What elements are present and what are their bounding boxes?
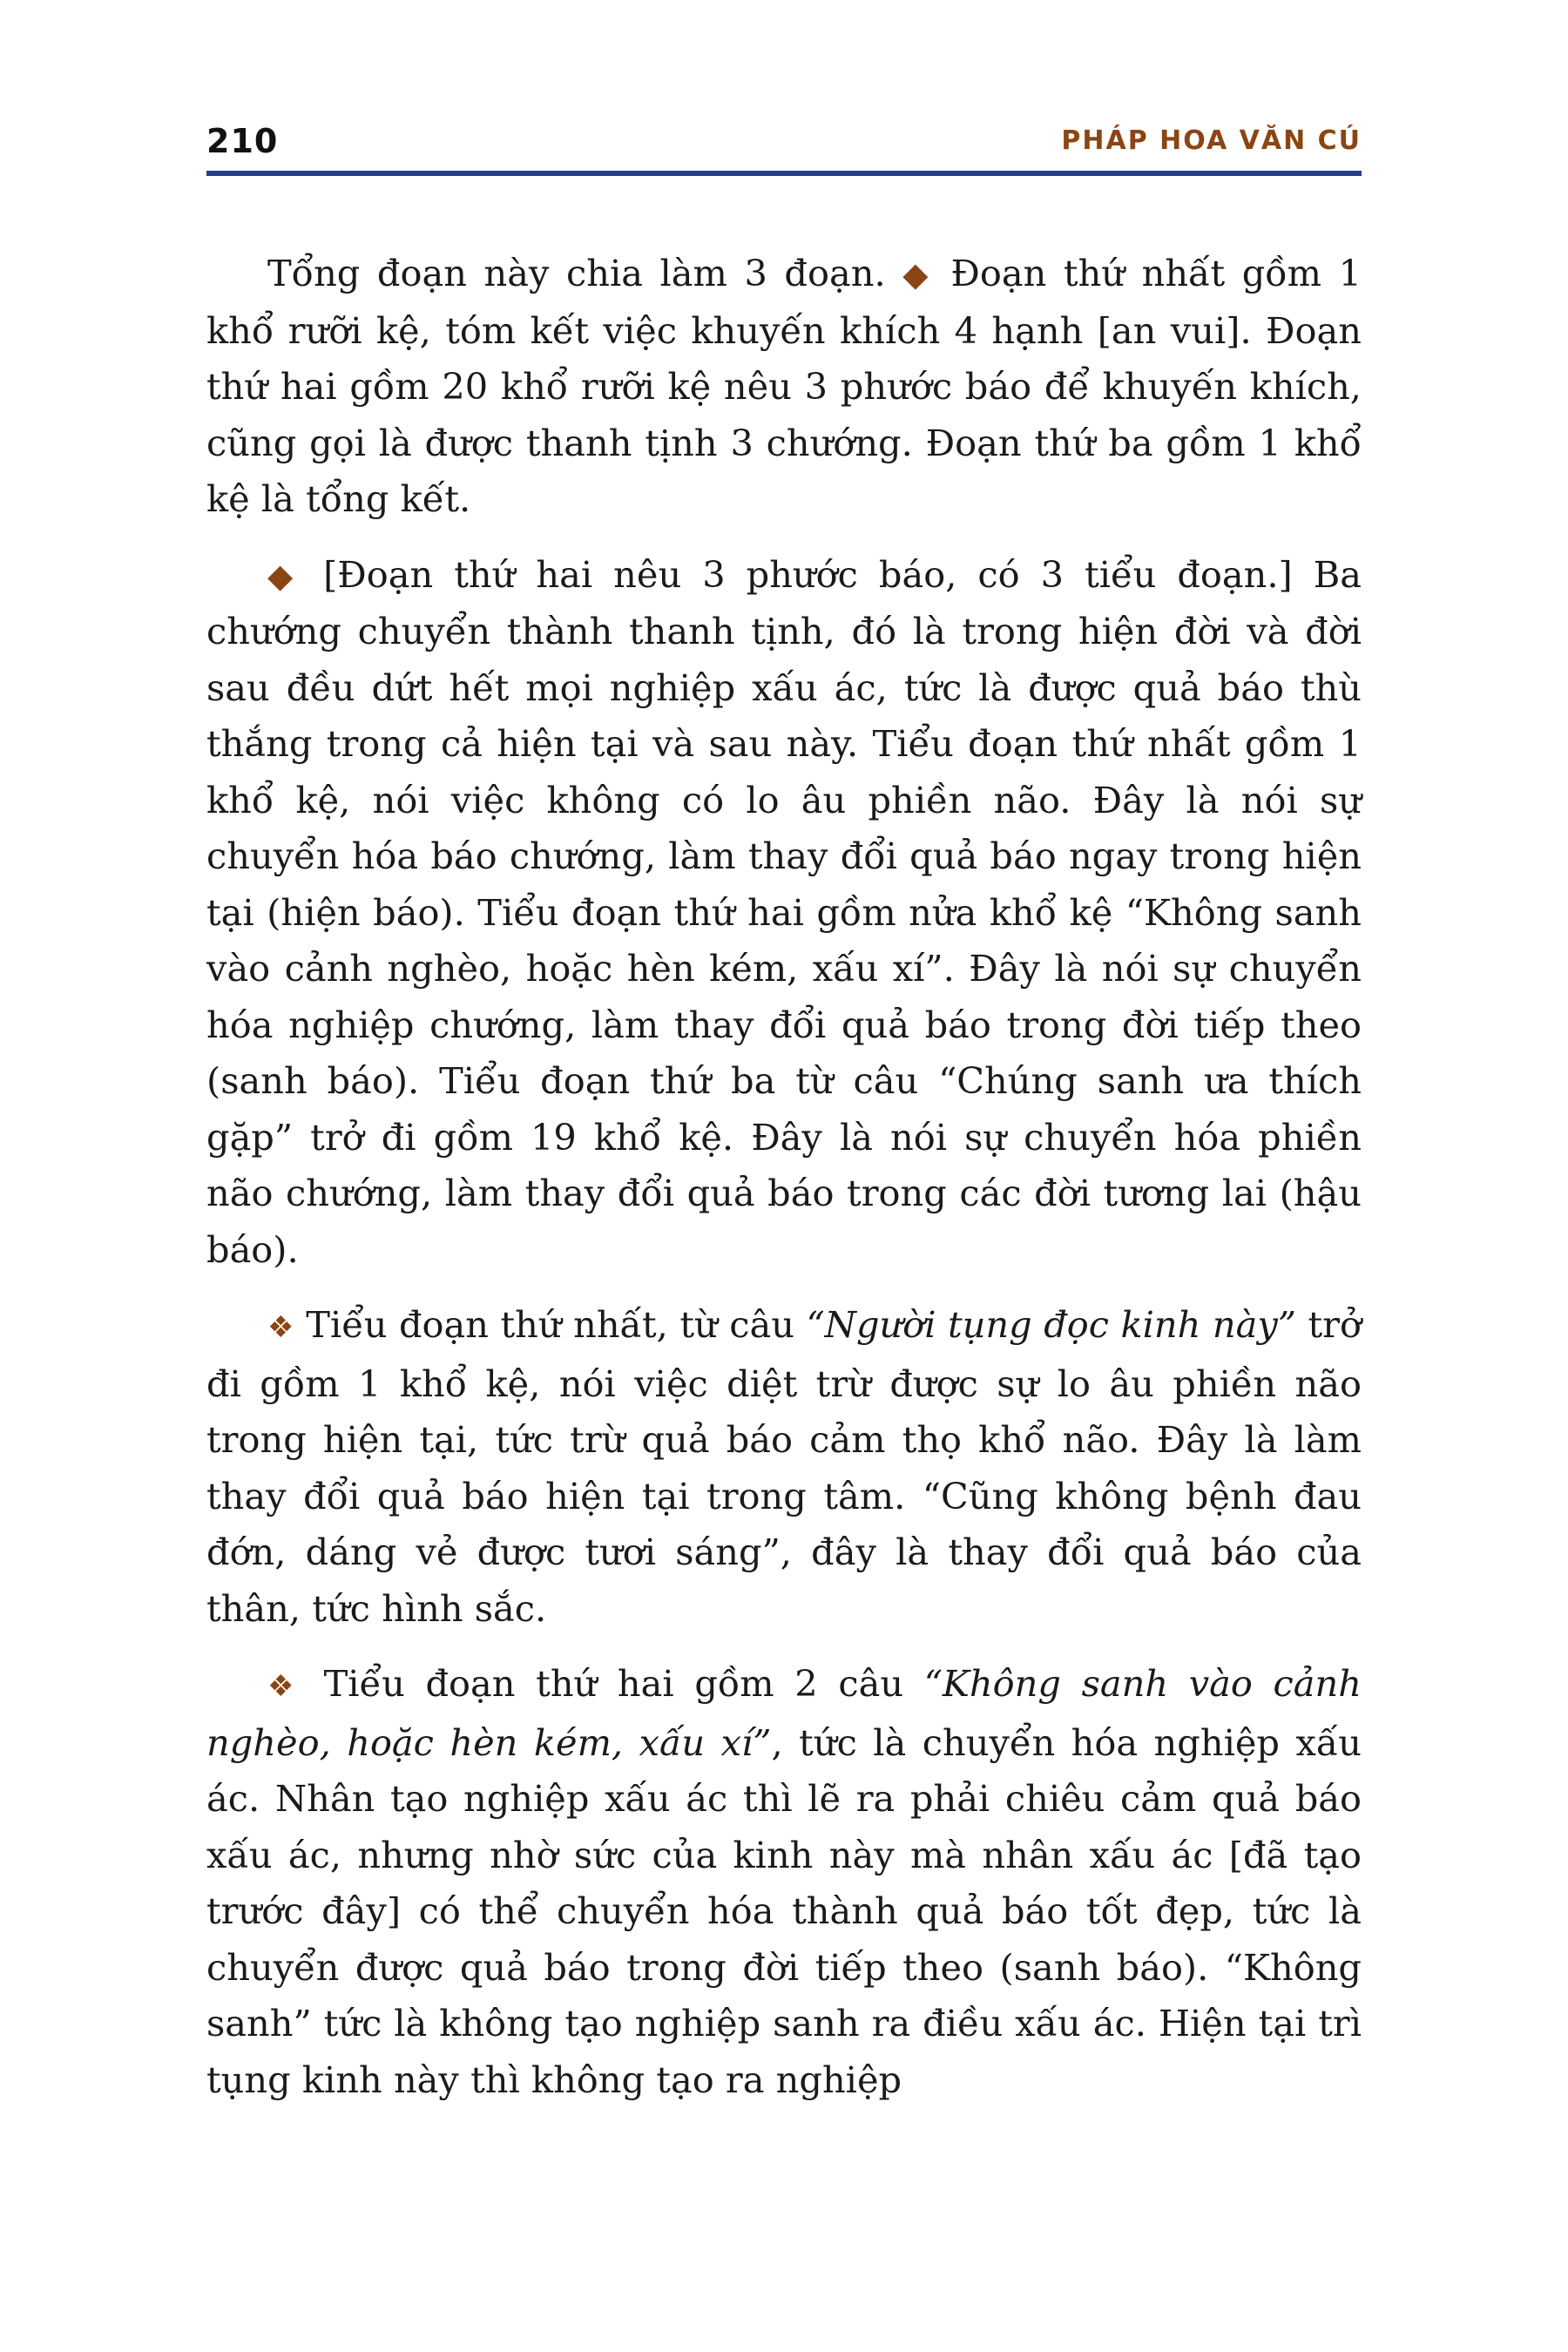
paragraph-1-text-b: Đoạn thứ nhất gồm 1 khổ rưỡi kệ, tóm kết việc khuyến khích 4 hạnh [an vui]. Đoạn thứ hai gồm 20 khổ rưỡi kệ nêu 3 phước báo để khuyến khích, cũng gọi là được thanh tịnh 3 chướng. Đoạn thứ ba gồm 1 khổ kệ là tổng kết. bbox=[206, 252, 1362, 520]
paragraph-4 bbox=[206, 1656, 1362, 2108]
diamond-icon: ◆ bbox=[267, 556, 303, 595]
header-rule bbox=[206, 171, 1362, 176]
diamond-icon: ◆ bbox=[902, 255, 934, 294]
page-header bbox=[206, 122, 1362, 166]
paragraph-1-text-a: Tổng đoạn này chia làm 3 đoạn. bbox=[267, 252, 903, 294]
paragraph-1 bbox=[206, 246, 1362, 528]
paragraph-3-quote: “Người tụng đọc kinh này” bbox=[806, 1303, 1296, 1346]
paragraph-2 bbox=[206, 547, 1362, 1279]
running-title: PHÁP HOA VĂN CÚ bbox=[1061, 125, 1362, 156]
body-text bbox=[206, 246, 1362, 2127]
paragraph-4-text-b: , tức là chuyển hóa nghiệp xấu ác. Nhân tạo nghiệp xấu ác thì lẽ ra phải chiêu cảm quả báo xấu ác, nhưng nhờ sức của kinh này mà nhân xấu ác [đã tạo trước đây] có thể chuyển hóa thành quả báo tốt đẹp, tức là chuyển được quả báo trong đời tiếp theo (sanh báo). “Không sanh” tức là không tạo nghiệp sanh ra điều xấu ác. Hiện tại trì tụng kinh này thì không tạo ra nghiệp bbox=[206, 1720, 1362, 2101]
paragraph-3-text-a: Tiểu đoạn thứ nhất, từ câu bbox=[294, 1303, 807, 1346]
paragraph-4-quote: “Không sanh vào cảnh nghèo, hoặc hèn kém, xấu xí” bbox=[206, 1662, 1362, 1764]
four-diamond-icon: ❖ bbox=[267, 1310, 294, 1345]
four-diamond-icon: ❖ bbox=[267, 1669, 303, 1704]
paragraph-2-text: [Đoạn thứ hai nêu 3 phước báo, có 3 tiểu đoạn.] Ba chướng chuyển thành thanh tịnh, đó là trong hiện đời và đời sau đều dứt hết mọi nghiệp xấu ác, tức là được quả báo thù thắng trong cả hiện tại và sau này. Tiểu đoạn thứ nhất gồm 1 khổ kệ, nói việc không có lo âu phiền não. Đây là nói sự chuyển hóa báo chướng, làm thay đổi quả báo ngay trong hiện tại (hiện báo). Tiểu đoạn thứ hai gồm nửa khổ kệ “Không sanh vào cảnh nghèo, hoặc hèn kém, xấu xí”. Đây là nói sự chuyển hóa nghiệp chướng, làm thay đổi quả báo trong đời tiếp theo (sanh báo). Tiểu đoạn thứ ba từ câu “Chúng sanh ưa thích gặp” trở đi gồm 19 khổ kệ. Đây là nói sự chuyển hóa phiền não chướng, làm thay đổi quả báo trong các đời tương lai (hậu báo). bbox=[206, 552, 1362, 1271]
page-number: 210 bbox=[206, 122, 279, 160]
paragraph-3-text-b: trở đi gồm 1 khổ kệ, nói việc diệt trừ được sự lo âu phiền não trong hiện tại, tức trừ quả báo cảm thọ khổ não. Đây là làm thay đổi quả báo hiện tại trong tâm. “Cũng không bệnh đau đớn, dáng vẻ được tươi sáng”, đây là thay đổi quả báo của thân, tức hình sắc. bbox=[206, 1303, 1362, 1630]
paragraph-3 bbox=[206, 1297, 1362, 1637]
paragraph-4-text-a: Tiểu đoạn thứ hai gồm 2 câu bbox=[302, 1662, 924, 1705]
